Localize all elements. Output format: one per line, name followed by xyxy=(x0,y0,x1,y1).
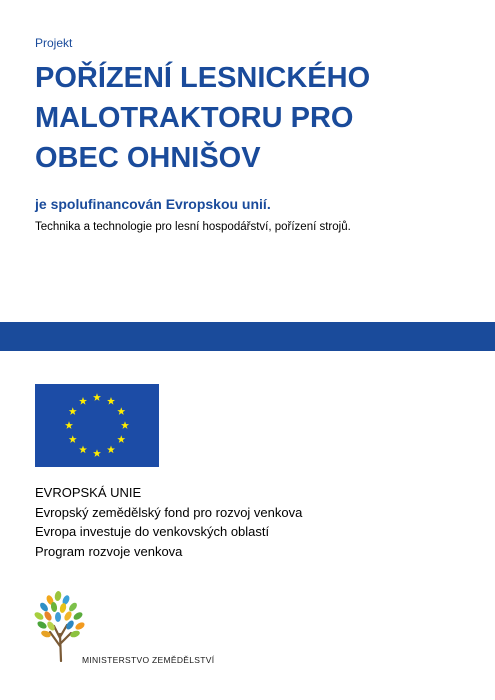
project-description: Technika a technologie pro lesní hospodářství, pořízení strojů. xyxy=(35,221,351,233)
tree-logo-icon xyxy=(30,588,90,662)
blue-band xyxy=(0,322,495,351)
eu-info xyxy=(35,483,302,561)
project-title xyxy=(35,58,485,178)
eu-name: EVROPSKÁ UNIE xyxy=(35,485,142,500)
fund-name: Evropský zemědělský fond pro rozvoj venkova xyxy=(35,504,303,520)
cofinancing-statement: je spolufinancován Evropskou unií. xyxy=(35,196,271,212)
title-line: OBEC OHNIŠOV xyxy=(35,142,261,174)
title-line: MALOTRAKTORU PRO xyxy=(35,102,354,134)
ministry-name: MINISTERSTVO ZEMĚDĚLSTVÍ xyxy=(82,655,215,665)
title-line: POŘÍZENÍ LESNICKÉHO xyxy=(35,62,371,94)
project-label: Projekt xyxy=(35,36,73,50)
program-name: Program rozvoje venkova xyxy=(35,543,183,559)
eu-flag-icon xyxy=(35,384,159,467)
eu-slogan: Evropa investuje do venkovských oblastí xyxy=(35,524,270,539)
